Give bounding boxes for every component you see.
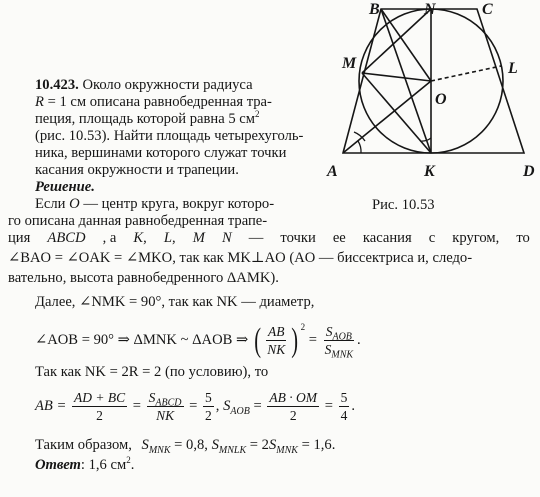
solution-line-2: го описана данная равнобедренная трапе- [8, 213, 268, 229]
problem-line-3: пеция, площадь которой равна 5 $см^2$ [35, 109, 260, 127]
label-n: N [424, 1, 436, 18]
answer-line: Ответ: 1,6 $см^2$. [35, 455, 135, 473]
label-m: M [342, 55, 357, 72]
label-b: B [369, 1, 380, 18]
equation-similarity: ∠AOB = 90° ⇒ ΔMNK ~ ΔAOB ⇒ ( $\frac{AB}{NK}$ ) $^2$ = $\frac{S_{AOB}}{S_{MNK}}$ . [35, 321, 361, 361]
solution-line-3: ция ABCD , а K, L, M N — точки ее касания с кругом, то [8, 230, 530, 246]
label-a: A [327, 163, 338, 180]
solution-line-6: Далее, ∠NMK = 90°, так как NK — диаметр, [35, 294, 315, 310]
answer-label: Ответ [35, 457, 81, 473]
solution-line-1: Если O — центр круга, вокруг которо- [35, 196, 275, 212]
label-d: D [523, 163, 535, 180]
solution-heading: Решение. [35, 179, 95, 195]
label-c: C [482, 1, 493, 18]
solution-line-5: вательно, высота равнобедренного ΔAMK). [8, 270, 279, 286]
solution-line-4: ∠BAO = ∠OAK = ∠MKO, так как MK⊥AO (AO — биссектриса и, следо- [8, 250, 473, 266]
segment-ol-dashed [431, 66, 501, 81]
segment-bk [381, 9, 431, 153]
problem-line-4: (рис. 10.53). Найти площадь четырехуголь- [35, 128, 304, 144]
segment-mo [362, 73, 431, 81]
problem-line-5: ника, вершинами которого служат точки [35, 145, 287, 161]
label-k: K [424, 163, 435, 180]
equation-ab: AB = $\frac{AD + BC}{2}$ = $\frac{S_{ABCD}}{NK}$ = $\frac{5}{2}$ , $S_{AOB}$ = $\frac{AB \cdot OM}{2}$ = $\frac{5}{4}$ . [35, 390, 355, 424]
label-o: O [435, 91, 447, 108]
problem-line-6: касания окружности и трапеции. [35, 162, 239, 178]
figure-10-53 [318, 0, 540, 190]
angle-mark-a [358, 141, 361, 153]
problem-line-1: 10.423. Около окружности радиуса [35, 77, 253, 93]
figure-caption: Рис. 10.53 [372, 197, 435, 213]
solution-line-8: Таким образом, $S_{MNK} = 0,8$, $S_{MNLK} = 2S_{MNK} = 1,6$. [35, 437, 336, 456]
problem-number: 10.423. [35, 77, 79, 93]
segment-bo [381, 9, 431, 81]
label-l: L [508, 60, 518, 77]
problem-line-2: R = 1 см описана равнобедренная тра- [35, 94, 272, 110]
solution-line-7: Так как NK = 2R = 2 (по условию), то [35, 364, 269, 380]
